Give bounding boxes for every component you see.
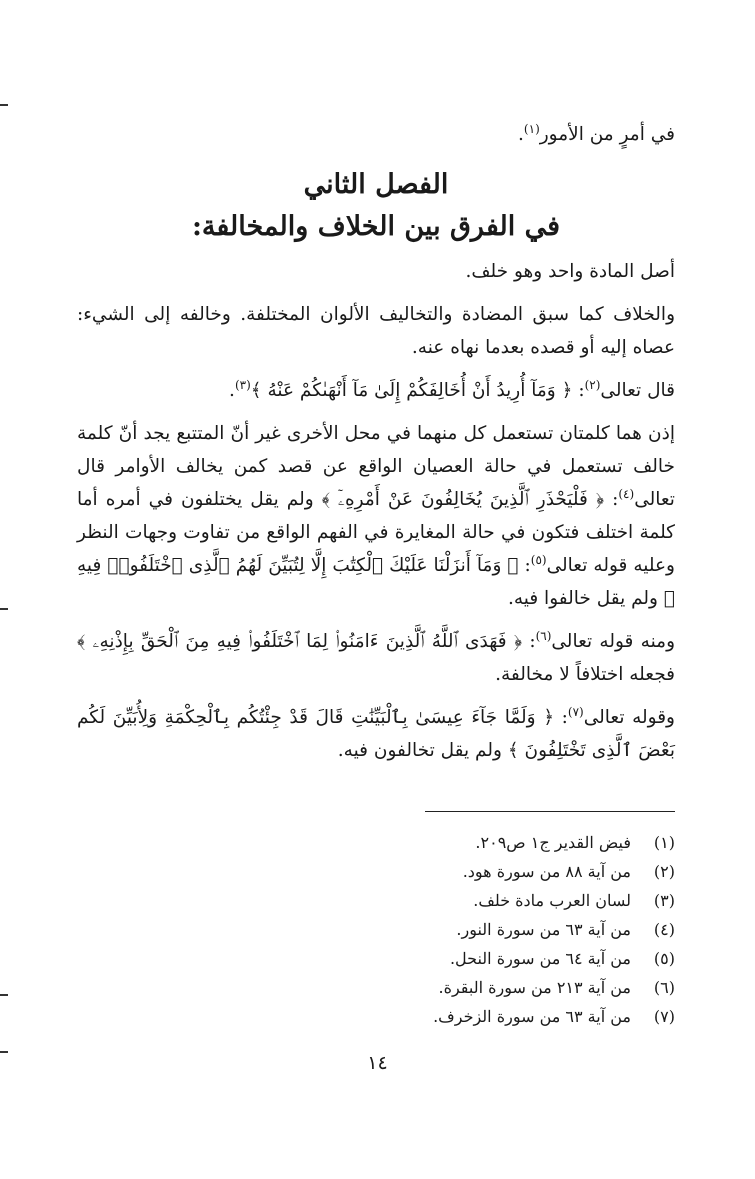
footnote-text: من آية ٦٤ من سورة النحل. [449, 949, 631, 968]
footnote-item [77, 1002, 675, 1031]
quran-verse: ﴿ وَمَآ أَنزَلْنَا عَلَيْكَ ٱلْكِتَٰبَ إِلَّا لِتُبَيِّنَ لَهُمُ ٱلَّذِى ٱخْتَلَفُوا۟ فِيهِ ﴾ [77, 555, 675, 609]
chapter-title: الفصل الثاني [303, 169, 449, 200]
footnote-text: من آية ٢١٣ من سورة البقرة. [438, 978, 631, 997]
footnote-item [77, 828, 675, 857]
footnote-number: (٦) [653, 978, 675, 997]
footnote-text: من آية ٨٨ من سورة هود. [462, 862, 631, 881]
footnote-ref: (٧) [567, 704, 584, 719]
paragraph-text: قال تعالى [600, 380, 675, 401]
chapter-subtitle: في الفرق بين الخلاف والمخالفة: [191, 211, 561, 242]
footnote-ref: (٥) [530, 552, 547, 567]
footnote-ref: (٦) [535, 628, 552, 643]
footnote-item [77, 973, 675, 1002]
footnote-ref: (١) [523, 121, 540, 136]
paragraph-text: وقوله تعالى [583, 707, 675, 728]
footnote-number: (٢) [653, 862, 675, 881]
footnote-ref: (٢) [584, 377, 601, 392]
footnote-ref: (٣) [234, 377, 251, 392]
footnote-number: (٣) [653, 891, 675, 910]
footnote-item [77, 857, 675, 886]
paragraph-3: قال تعالى$^{(٢)}$: ﴿ وَمَآ أُرِيدُ أَنْ أُخَالِفَكُمْ إِلَىٰ مَآ أَنْهَىٰكُمْ عَنْهُ ﴾$^{(٣)}$. [229, 377, 675, 401]
carryover-line: في أمرٍ من الأمور$^{(١)}$. [518, 121, 675, 145]
footnote-divider [425, 811, 675, 812]
margin-tick [0, 104, 8, 106]
paragraph-text: ومنه قوله تعالى [551, 631, 676, 652]
paragraph-5: ومنه قوله تعالى$^{(٦)}$: ﴿ فَهَدَى ٱللَّهُ ٱلَّذِينَ ءَامَنُوا۟ لِمَا ٱخْتَلَفُوا۟ فِيهِ مِنَ ٱلْحَقِّ بِإِذْنِهِۦ ﴾ فجعله اختلافاً لا مخالفة. [77, 628, 676, 685]
quran-verse: ﴿ وَمَآ أُرِيدُ أَنْ أُخَالِفَكُمْ إِلَىٰ مَآ أَنْهَىٰكُمْ عَنْهُ ﴾ [250, 380, 573, 401]
footnote-number: (١) [653, 833, 675, 852]
footnote-item [77, 886, 675, 915]
footnote-item [77, 915, 675, 944]
footnote-list [77, 828, 675, 1031]
footnote-text: من آية ٦٣ من سورة الزخرف. [433, 1007, 631, 1026]
paragraph-6: وقوله تعالى$^{(٧)}$: ﴿ وَلَمَّا جَآءَ عِيسَىٰ بِٱلْبَيِّنَٰتِ قَالَ قَدْ جِئْتُكُم بِٱلْحِكْمَةِ وَلِأُبَيِّنَ لَكُم بَعْضَ ٱلَّذِى تَخْتَلِفُونَ ﴾ ولم يقل تخالفون فيه. [77, 704, 675, 761]
paragraph-text: ولم يقل يختلفون في أمره أما كلمة اختلف فتكون في حالة المغايرة في الفهم الواقع من تفاوت وجهات النظر وعليه قوله تعالى [77, 489, 675, 576]
footnote-number: (٤) [653, 920, 675, 939]
paragraph-2: والخلاف كما سبق المضادة والتخاليف الألوان المختلفة. وخالفه إلى الشيء: عصاه إليه أو قصده بعدما نهاه عنه. [77, 304, 675, 358]
footnote-number: (٥) [653, 949, 675, 968]
page-content [77, 118, 675, 1031]
paragraph-text: فجعله اختلافاً لا مخالفة. [495, 664, 675, 685]
footnote-text: لسان العرب مادة خلف. [473, 891, 631, 910]
margin-tick [0, 608, 8, 610]
footnote-text: فيض القدير ج١ ص٢٠٩. [475, 833, 631, 852]
paragraph-text: إذن هما كلمتان تستعمل كل منهما في محل الأخرى غير أنّ المتتبع يجد أنّ كلمة خالف تستعمل في حالة العصيان الواقع عن قصد كمن يخالف الأوامر قال تعالى [77, 423, 675, 510]
footnote-item [77, 944, 675, 973]
footnote-number: (٧) [653, 1007, 675, 1026]
footnote-ref: (٤) [618, 486, 635, 501]
page-number: ١٤ [367, 1052, 388, 1074]
paragraph-text: ولم يقل تخالفون فيه. [337, 740, 502, 761]
quran-verse: ﴿ فَلْيَحْذَرِ ٱلَّذِينَ يُخَالِفُونَ عَنْ أَمْرِهِۦٓ ﴾ [321, 489, 605, 510]
footnote-text: من آية ٦٣ من سورة النور. [456, 920, 631, 939]
quran-verse: ﴿ وَلَمَّا جَآءَ عِيسَىٰ بِٱلْبَيِّنَٰتِ قَالَ قَدْ جِئْتُكُم بِٱلْحِكْمَةِ وَلِأُبَيِّنَ لَكُم بَعْضَ ٱلَّذِى تَخْتَلِفُونَ ﴾ [77, 707, 675, 761]
quran-verse: ﴿ فَهَدَى ٱللَّهُ ٱلَّذِينَ ءَامَنُوا۟ لِمَا ٱخْتَلَفُوا۟ فِيهِ مِنَ ٱلْحَقِّ بِإِذْنِهِۦ ﴾ [77, 631, 523, 652]
carryover-text: في أمرٍ من الأمور [539, 124, 675, 145]
margin-tick [0, 994, 8, 996]
paragraph-4: إذن هما كلمتان تستعمل كل منهما في محل الأخرى غير أنّ المتتبع يجد أنّ كلمة خالف تستعمل في حالة العصيان الواقع عن قصد كمن يخالف الأوامر قال تعالى$^{(٤)}$: ﴿ فَلْيَحْذَرِ ٱلَّذِينَ يُخَالِفُونَ عَنْ أَمْرِهِۦٓ ﴾ ولم يقل يختلفون في أمره أما كلمة اختلف فتكون في حالة المغايرة في الفهم الواقع من تفاوت وجهات النظر وعليه قوله تعالى$^{(٥)}$: ﴿ وَمَآ أَنزَلْنَا عَلَيْكَ ٱلْكِتَٰبَ إِلَّا لِتُبَيِّنَ لَهُمُ ٱلَّذِى ٱخْتَلَفُوا۟ فِيهِ ﴾ ولم يقل خالفوا فيه. [77, 423, 675, 609]
paragraph-1: أصل المادة واحد وهو خلف. [465, 261, 675, 282]
paragraph-text: ولم يقل خالفوا فيه. [507, 588, 658, 609]
